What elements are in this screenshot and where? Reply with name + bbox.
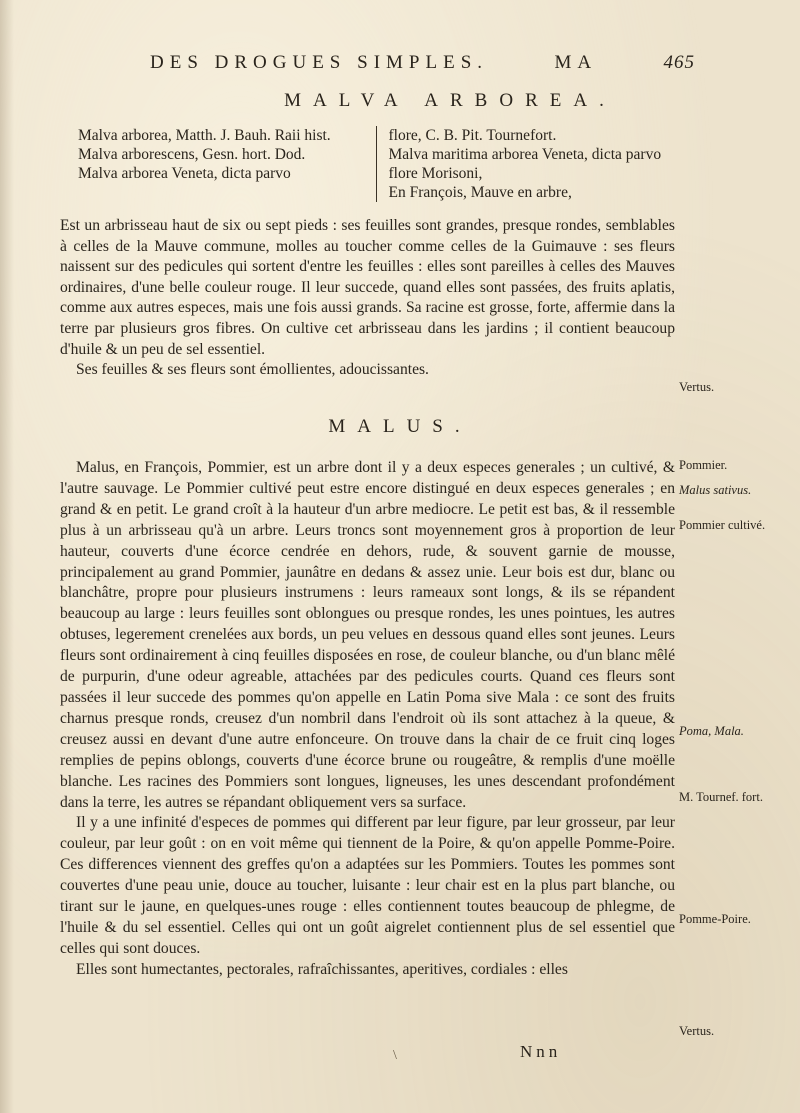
margin-note-malus-sativus: Malus sativus. (679, 483, 752, 497)
margin-note-pommier-cultive: Pommier cultivé. (679, 518, 766, 532)
paragraph: Malus, en François, Pommier, est un arbre dont il y a deux especes generales ; un cultivé, & l'autre sauvage. Le Pommier cultivé peut estre encore distingué en deux especes generales ; en grand & en petit. Le grand croît à la hauteur d'un arbre mediocre. Le petit est bas, & il ressemble plus à un arbrisseau qu'à un arbre. Leurs troncs sont moyennement gros à proportion de leur hauteur, couverts d'une écorce cendrée en dehors, rude, & souvent garnie de mousse, principalement au grand Pommier, jaunâtre en dedans & assez unie. Leur bois est dur, blanc ou blanchâtre, propre pour plusieurs instrumens : leurs rameaux sont longs, & ils se répandent beaucoup au large : leurs feuilles sont oblongues ou presque rondes, les unes pointues, les autres obtuses, legerement crenelées aux bords, un peu velues en dessous quand elles sont jeunes. Leurs fleurs sont ordinairement à cinq feuilles disposées en rose, de couleur blanche, ou d'un blanc mêlé de purpurin, d'une odeur agreable, attachées par des pedicules courts. Quand ces fleurs sont passées il leur succede des pommes qu'on appelle en Latin Poma sive Mala : ce sont des fruits charnus presque ronds, creusez d'un nombril dans l'endroit où ils sont attachez à la queue, & creusez aussi en devant d'une autre enfonceure. On trouve dans la chair de ce fruit cinq loges remplies de pepins oblongs, couverts d'une écorce brune ou rougeâtre, & remplis d'une moëlle blanche. Les racines des Pommiers sont longues, ligneuses, les unes descendant profondément dans la terre, les autres se répandant obliquement vers sa surface. (60, 459, 675, 811)
margin-note-poma-mala: Poma, Mala. (679, 724, 744, 738)
margin-note-tournefort: M. Tournef. fort. (679, 790, 763, 804)
synonym-line: Malva maritima arborea Veneta, dicta parvo flore Morisoni, (388, 146, 662, 182)
paragraph: Elles sont humectantes, pectorales, rafraîchissantes, aperitives, cordiales : elles (76, 960, 568, 978)
margin-note-vertus: Vertus. (679, 1024, 715, 1038)
malva-synonyms (78, 126, 678, 202)
malus-description (60, 458, 675, 981)
margin-note-vertus: Vertus. (679, 380, 715, 394)
signature-mark: Nnn (520, 1042, 562, 1061)
synonym-line: Malva arborescens, Gesn. hort. Dod. (78, 146, 306, 163)
margin-note-pomme-poire: Pomme-Poire. (679, 912, 751, 926)
synonyms-left-column (78, 126, 376, 202)
running-head (150, 52, 695, 74)
page-gutter-shadow (0, 0, 14, 1113)
paragraph: Il y a une infinité d'especes de pommes qui different par leur figure, par leur grosseur, par leur couleur, par leur goût : on en voit même qui tiennent de la Poire, & qu'on appelle Pomme-Poire. Ces differences viennent des greffes qu'on a adaptées sur les Pommiers. Toutes les pommes sont couvertes d'une peau unie, douce au toucher, luisante : leur chair est en la plus part blanche, ou tirant sur le jaune, en quelques-unes rouge : elles contiennent toutes beaucoup de phlegme, de l'huile & du sel essentiel. Celles qui ont un goût aigrelet contiennent plus de sel essentiel que celles qui sont douces. (60, 814, 675, 957)
page-number: 465 (663, 52, 695, 73)
running-head-section: MA (554, 52, 598, 73)
synonym-line: flore, C. B. Pit. Tournefort. (388, 127, 557, 144)
section-title-malus: MALUS. (328, 416, 472, 437)
synonym-line: Malva arborea, Matth. J. Bauh. Raii hist. (78, 127, 331, 144)
synonym-line: En François, Mauve en arbre, (388, 184, 572, 201)
malva-description (60, 216, 675, 381)
paragraph: Ses feuilles & ses fleurs sont émollientes, adoucissantes. (76, 361, 429, 379)
synonym-line: Malva arborea Veneta, dicta parvo (78, 165, 291, 182)
section-title-malva: MALVA ARBOREA. (284, 90, 616, 111)
synonyms-right-column (376, 126, 679, 202)
margin-note-pommier: Pommier. (679, 458, 728, 472)
running-head-title: DES DROGUES SIMPLES. (150, 52, 489, 73)
paragraph: Est un arbrisseau haut de six ou sept pieds : ses feuilles sont grandes, presque rondes, semblables à celles de la Mauve commune, molles au toucher comme celles de la Guimauve : ses fleurs naissent sur des pedicules qui sortent d'entre les feuilles : elles sont pareilles à celles des Mauves ordinaires, d'une belle couleur rouge. Il leur succede, quand elles sont passées, des fruits aplatis, comme aux autres especes, mais une fois aussi grands. Sa racine est grosse, forte, affermie dans la terre par plusieurs gros fibres. On cultive cet arbrisseau dans les jardins ; il contient beaucoup d'huile & un peu de sel essentiel. (60, 217, 675, 358)
printer-mark: \ (393, 1048, 397, 1063)
